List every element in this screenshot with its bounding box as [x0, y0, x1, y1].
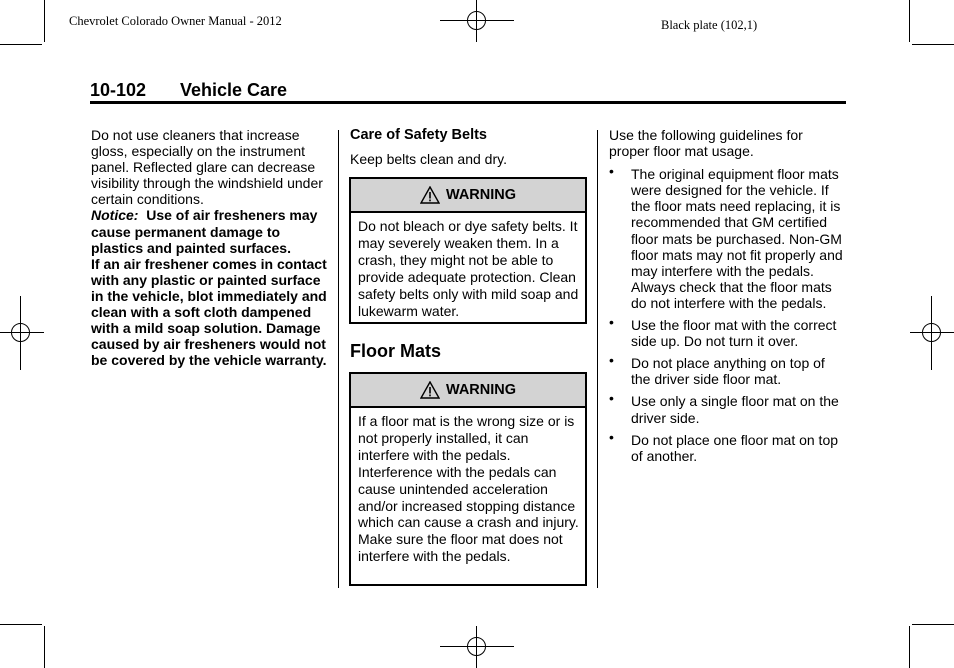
notice-label: Notice: — [91, 207, 139, 224]
warning-header — [351, 179, 585, 213]
bullet-text: Use the floor mat with the correct side up. Do not turn it over. — [631, 317, 837, 350]
list-item — [609, 352, 846, 388]
page-title — [90, 80, 846, 101]
warning-box-floor-mats — [349, 372, 587, 586]
column-3 — [609, 127, 846, 464]
bullet-icon: • — [609, 314, 614, 331]
warning-text: Do not bleach or dye safety belts. It may severely weaken them. In a crash, they might not be able to provide adequate protection. Clean safety belts only with mild soap and lukewarm water. — [358, 218, 579, 319]
warning-header — [351, 374, 585, 408]
bullet-icon: • — [609, 428, 614, 445]
warning-label: WARNING — [445, 382, 517, 398]
list-item — [609, 428, 846, 464]
warning-label: WARNING — [445, 187, 517, 203]
crop-mark — [912, 624, 954, 625]
manual-title: Chevrolet Colorado Owner Manual - 2012 — [69, 14, 282, 28]
notice — [91, 207, 331, 255]
bullet-text: Do not place anything on top of the driver side floor mat. — [631, 355, 825, 388]
plate-label: Black plate (102,1) — [661, 18, 758, 32]
guidelines-intro: Use the following guidelines for proper floor mat usage. — [609, 127, 803, 160]
registration-mark-top — [440, 0, 514, 44]
warning-box-safety-belts — [349, 177, 587, 324]
warning-triangle-icon — [420, 381, 440, 399]
crop-mark — [44, 0, 45, 42]
warning-text: If a floor mat is the wrong size or is not properly installed, it can interfere with the pedals. Interference with the pedals can cause unintended acceleration and/or increased stopping distance which can cause a crash and injury. Make sure the floor mat does not interfere with the pedals. — [358, 413, 579, 565]
crop-mark — [44, 626, 45, 668]
list-item — [609, 314, 846, 350]
list-item — [609, 390, 846, 426]
bullet-icon: • — [609, 390, 614, 407]
registration-mark-left — [0, 296, 44, 370]
bullet-text: The original equipment floor mats were designed for the vehicle. If the floor mats need replacing, it is recommended that GM certified floor mats be purchased. Non-GM floor mats may not fit properly and may interfere with the pedals. Always check that the floor mats do not interfere with the pedals. — [631, 166, 843, 311]
cleaner-paragraph: Do not use cleaners that increase gloss, especially on the instrument panel. Reflected glare can decrease visibility through the windshield under certain conditions. — [91, 127, 323, 208]
bullet-icon: • — [609, 163, 614, 180]
notice-text-2: If an air freshener comes in contact with any plastic or painted surface in the vehicle, blot immediately and clean with a soft cloth dampened with a mild soap solution. Damage caused by air fresheners would not be covered by the vehicle warranty. — [91, 255, 327, 369]
bullet-text: Do not place one floor mat on top of another. — [631, 431, 839, 464]
crop-mark — [909, 626, 910, 668]
registration-mark-bottom — [440, 626, 514, 668]
bullet-icon: • — [609, 352, 614, 369]
column-divider — [597, 130, 598, 588]
crop-mark — [0, 624, 42, 625]
crop-mark — [909, 0, 910, 42]
registration-mark-right — [910, 296, 954, 370]
safety-belts-text: Keep belts clean and dry. — [350, 151, 507, 167]
warning-triangle-icon — [420, 186, 440, 204]
crop-mark — [912, 44, 954, 45]
notice-text: Use of air fresheners may cause permanent damage to plastics and painted surfaces. — [91, 207, 318, 256]
page-number: 10-102 — [90, 80, 147, 100]
section-title: Vehicle Care — [180, 80, 288, 100]
column-1 — [91, 127, 331, 368]
safety-belts-heading: Care of Safety Belts — [350, 127, 487, 143]
bullet-text: Use only a single floor mat on the driver side. — [631, 393, 839, 426]
floor-mats-heading: Floor Mats — [350, 341, 442, 361]
title-rule — [90, 101, 846, 104]
crop-mark — [0, 44, 42, 45]
list-item — [609, 163, 846, 311]
column-divider — [338, 130, 339, 588]
